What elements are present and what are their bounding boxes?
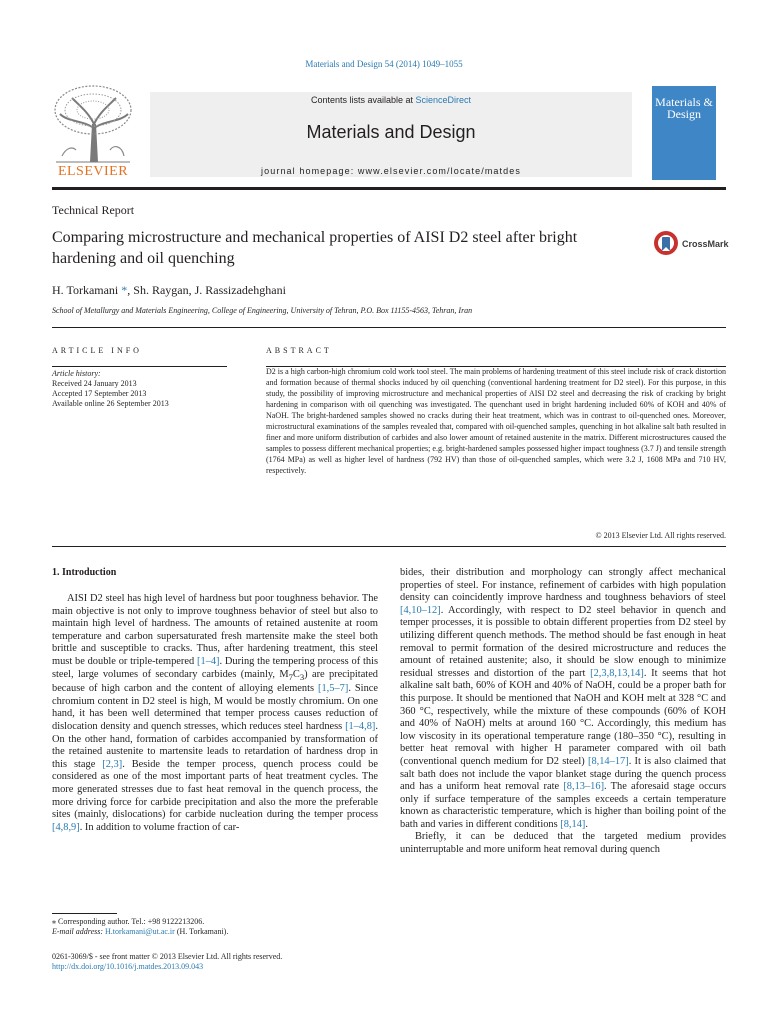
citation-link[interactable]: [1,5–7] (318, 683, 349, 695)
corresponding-author-mark[interactable]: * (118, 283, 128, 297)
introduction-heading: 1. Introduction (52, 567, 117, 578)
accepted-date: Accepted 17 September 2013 (52, 389, 147, 398)
article-info-heading: ARTICLE INFO (52, 346, 142, 355)
footnote (52, 917, 382, 937)
affiliation-rule (52, 327, 726, 328)
journal-name: Materials and Design (306, 122, 476, 142)
article-history (52, 369, 242, 409)
header-rule (52, 187, 726, 190)
citation-link[interactable]: [8,14] (560, 818, 586, 830)
abstract-heading: ABSTRACT (266, 346, 332, 355)
email-link[interactable]: H.torkamani@ut.ac.ir (105, 927, 175, 936)
journal-citation[interactable]: Materials and Design 54 (2014) 1049–1055 (305, 59, 463, 69)
paragraph: bides, their distribution and morphology can strongly affect mechanical properties of steel. For instance, refinement of carbides with high population density can coincidently improve hardness and toughness behaviors of steel [4,10–12]. Accordingly, with respect to D2 steel behavior in quench and temper processes, it is possible to obtain different properties from D2 steel by utilizing different quench methods. The method should be fast enough in heat removal to permit formation of the desired microstructure and reduces the amount of retained austenite; also, it should be slow enough to minimize residual stresses and distortion of the part [2,3,8,13,14]. It seems that hot alkaline salt bath, 60% of KOH and 40% of NaOH, could be a proper bath for this purpose. It should be mentioned that NaOH and KOH melt at 328 °C and 360 °C, respectively, while the mixture of these compounds (60% of KOH and 40% of NaOH) melts at around 160 °C. Accordingly, this medium has low viscosity in its operational temperature range (180–350 °C), resulting in better heat removal with higher H parameter compared with oil bath (conventional quench medium for D2 steel) [8,14–17]. It is also claimed that salt bath does not include the vapor blanket stage during the quench process and has a uniform heat removal rate [8,13–16]. The aforesaid stage occurs only if surface temperature of the samples exceeds a certain temperature known as characteristic temperature, which is higher than boiling point of the bath and varies in different conditions [8,14]. (400, 567, 727, 830)
authors (52, 283, 286, 298)
affiliation: School of Metallurgy and Materials Engineering, College of Engineering, University of Tehran, P.O. Box 11155-4563, Tehran, Iran (52, 306, 473, 315)
corresponding-author-note: ⁎ Corresponding author. Tel.: +98 9122213206. (52, 917, 205, 926)
received-date: Received 24 January 2013 (52, 379, 137, 388)
citation-link[interactable]: [1–4] (197, 655, 220, 667)
footnote-rule (52, 913, 117, 914)
paragraph: AISI D2 steel has high level of hardness but poor toughness behavior. The main objective is not only to improve toughness behavior of steel but also to maintain high level of hardness. The amounts of retained austenite at room temperature and carbon supersaturated fresh martensite make the steel both brittle and susceptible to cracks. Thus, after hardening treatment, this steel must be double or triple-tempered [1–4]. During the tempering process of this steel, large volumes of secondary carbides (mainly, $M_7C_3$) are precipitated because of high carbon and the content of alloying elements [1,5–7]. Since chromium content in D2 steel is high, M would be mostly chromium. On one hand, it has been well determined that temper process causes reduction of dislocation density and quench stresses, which reduces steel hardness [1–4,8]. On the other hand, formation of carbides accompanied by transformation of the retained austenite to martensite leads to retardation of hardness drop in this stage [2,3]. Beside the temper process, quench process could be considered as one of the most important parts of heat treatment cycles. The more generated stresses due to fast heat removal in the quench process, the more driving force for carbide precipitation and also the more the preferable sites (mainly, dislocations) for carbide nucleation during the temper process [4,8,9]. In addition to volume fraction of car- (52, 593, 379, 833)
paragraph: Briefly, it can be deduced that the targeted medium provides uninterruptable and more uniform heat removal during quench (400, 831, 726, 856)
citation-link[interactable]: [4,10–12] (400, 604, 441, 616)
body-column-left (52, 593, 378, 834)
journal-cover-thumbnail (652, 86, 716, 180)
copyright: © 2013 Elsevier Ltd. All rights reserved. (595, 531, 726, 540)
abstract-bottom-rule (52, 546, 726, 547)
author-torkamani: H. Torkamani (52, 283, 119, 297)
citation-link[interactable]: [8,13–16] (563, 781, 605, 793)
citation-link[interactable]: [2,3,8,13,14] (590, 667, 644, 679)
article-type: Technical Report (52, 203, 135, 217)
body-column-right (400, 567, 726, 857)
crossmark-icon[interactable] (653, 229, 679, 259)
elsevier-wordmark: ELSEVIER (57, 164, 129, 179)
crossmark-label[interactable]: CrossMark (682, 239, 729, 249)
contents-line (150, 95, 632, 105)
front-matter (52, 952, 382, 972)
cover-title: Materials & Design (655, 95, 713, 121)
citation-link[interactable]: [8,14–17] (587, 755, 629, 767)
coauthors: , Sh. Raygan, J. Rassizadehghani (127, 283, 286, 297)
issn-line: 0261-3069/$ - see front matter © 2013 Elsevier Ltd. All rights reserved. (52, 952, 283, 961)
abstract-text: D2 is a high carbon-high chromium cold work tool steel. The main problems of hardening treatment of this steel include risk of crack distortion and formation because of thermal shocks induced by oil quenching (conventional hardening treatment for D2 steel). For this purpose, in this study, the possibility of improving microstructure and mechanical properties of AISI D2 steel and decreasing the risk of cracking by bright hardening in comparison with oil quenching was investigated. The quenchant used in bright hardening included 60% of KOH and 40% of NaOH. The bright-hardened samples showed no cracks during their heat treatment, which was in contrast to oil-quenched ones. Moreover, microstructural examinations of the samples revealed that, compared with oil-quenched samples, quenching in hot alkaline salt bath resulted in finer and more uniform distribution of carbides and also lower amount of retained austenite in the matrix. Different microstructures caused the samples to possess different mechanical properties; e.g. bright-hardened samples possessed higher impact toughness (3.7 J) and tensile strength (1764 MPa) as well as higher level of hardness (792 HV) than those of oil-quenched samples, which were 3.2 J, 1608 MPa and 710 HV, respectively. (266, 367, 726, 475)
email-label: E-mail address: (52, 927, 106, 936)
citation-link[interactable]: [4,8,9] (52, 821, 80, 833)
citation-link[interactable]: [2,3] (102, 758, 123, 770)
email-suffix: (H. Torkamani). (174, 927, 229, 936)
article-title: Comparing microstructure and mechanical properties of AISI D2 steel after bright hardening and oil quenching (52, 229, 578, 267)
doi-link[interactable]: http://dx.doi.org/10.1016/j.matdes.2013.09.043 (52, 962, 204, 971)
history-label: Article history: (52, 369, 101, 378)
email-line (52, 927, 382, 937)
contents-prefix: Contents lists available at (310, 95, 416, 105)
online-date: Available online 26 September 2013 (52, 399, 169, 408)
citation-link[interactable]: [1–4,8] (345, 721, 376, 733)
article-info-rule (52, 366, 227, 367)
journal-homepage[interactable]: journal homepage: www.elsevier.com/locate/matdes (261, 166, 521, 176)
sciencedirect-link[interactable]: ScienceDirect (415, 95, 472, 105)
